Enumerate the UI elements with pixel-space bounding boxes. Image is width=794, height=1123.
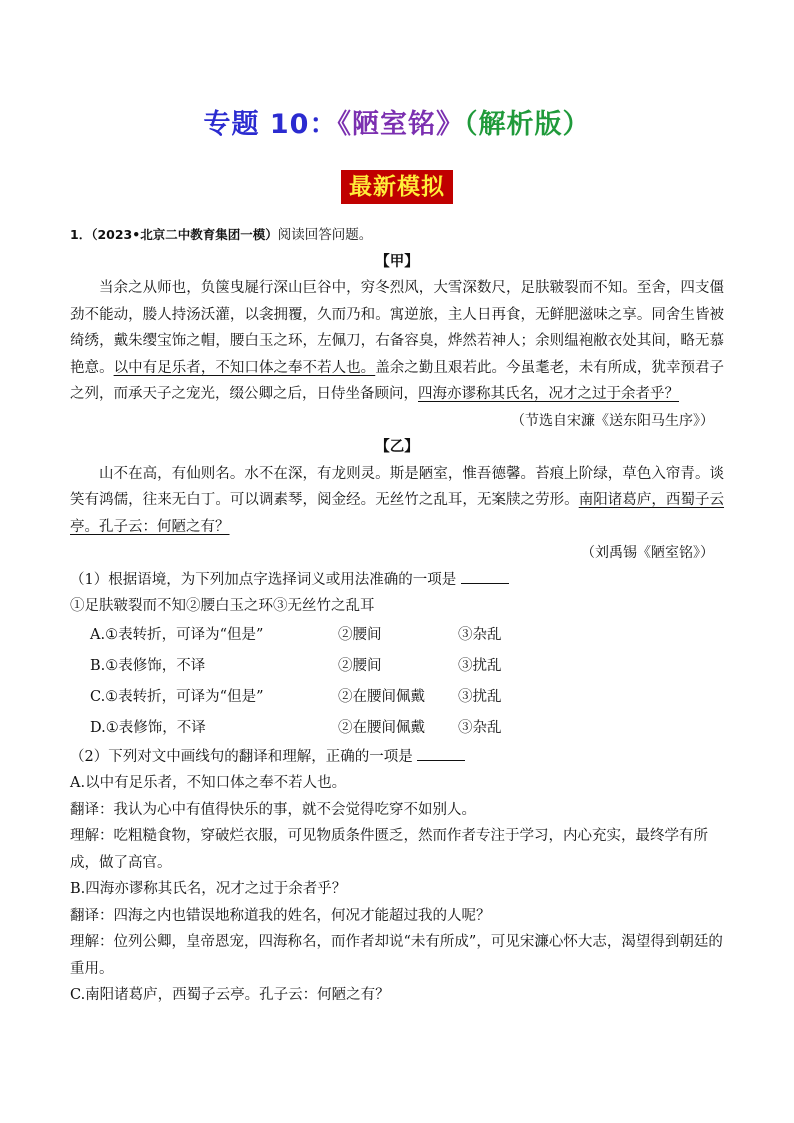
choice-b-translation: 翻译：四海之内也错误地称道我的姓名，何况才能超过我的人呢？: [70, 907, 491, 924]
option-d-part1: D.①表修饰，不译: [90, 719, 206, 736]
option-d-part3: ③杂乱: [458, 719, 502, 736]
answer-blank[interactable]: [417, 746, 465, 761]
sub-question-1-items: ①足肤皲裂而不知②腰白玉之环③无丝竹之乱耳: [70, 598, 375, 614]
option-b-part3: ③扰乱: [458, 657, 502, 674]
option-row-b[interactable]: [70, 651, 724, 682]
passage-yi-source: （刘禹锡《陋室铭》）: [581, 545, 714, 561]
sub-question-1-stem: （1）根据语境，为下列加点字选择词义或用法准确的一项是: [70, 567, 724, 594]
option-d-part2: ②在腰间佩戴: [338, 719, 425, 736]
option-row-a[interactable]: [70, 620, 724, 651]
choice-c-sentence: C.南阳诸葛庐，西蜀子云亭。孔子云：何陋之有？: [70, 987, 390, 1003]
option-c-part2: ②在腰间佩戴: [338, 688, 425, 705]
question-instruction: 阅读回答问题。: [277, 227, 373, 243]
passage-jia-label: 【甲】: [375, 252, 419, 270]
question-1-header: [70, 222, 724, 249]
option-c-part1: C.①表转折，可译为“但是”: [90, 688, 264, 705]
passage-yi-text-a: 山不在高，有仙则名。水不在深，有龙则灵。斯是陋室，惟吾德馨。苔痕上阶绿，草色入帘青。谈笑有鸿儒，往来无白丁。可以调素琴，阅金经。无丝竹之乱耳，无案牍之劳形。: [70, 465, 724, 508]
choice-a-translation: 翻译：我认为心中有值得快乐的事，就不会觉得吃穿不如别人。: [70, 801, 476, 818]
option-row-d[interactable]: [70, 713, 724, 744]
question-body: [70, 222, 724, 1009]
question-number: 1．: [70, 227, 92, 242]
option-b-part1: B.①表修饰，不译: [90, 657, 206, 674]
option-a-part1: A.①表转折，可译为“但是”: [90, 626, 264, 643]
passage-yi-underline: 南阳诸葛庐，西蜀子云亭。孔子云：何陋之有？: [70, 492, 725, 535]
answer-blank[interactable]: [461, 569, 509, 584]
choice-b-sentence: B.四海亦谬称其氏名，况才之过于余者乎？: [70, 881, 347, 897]
choice-a-sentence: A.以中有足乐者，不知口体之奉不若人也。: [70, 775, 347, 791]
option-c-part3: ③扰乱: [458, 688, 502, 705]
passage-jia-text: [70, 275, 724, 408]
sub-question-2-stem: （2）下列对文中画线句的翻译和理解，正确的一项是: [70, 744, 724, 771]
passage-jia-text-b: 盖余之勤且艰若此。今虽耄老，未有所成，犹幸预君子之列，而承天子之宠光，缀公卿之后，日侍坐备顾问，: [70, 359, 725, 402]
page-title: [0, 102, 794, 141]
passage-jia-underline-1: 以中有足乐者，不知口体之奉不若人也。: [113, 359, 376, 376]
title-work: 《陋室铭》: [337, 109, 464, 140]
passage-yi-label: 【乙】: [375, 438, 419, 455]
option-a-part2: ②腰间: [338, 626, 382, 643]
section-badge: 最新模拟: [341, 170, 453, 204]
passage-jia-underline-2: 四海亦谬称其氏名，况才之过于余者乎？: [418, 386, 679, 402]
title-topic: 专题 10：: [203, 109, 338, 140]
option-row-c[interactable]: [70, 682, 724, 713]
choice-b-understanding: 理解：位列公卿，皇帝恩宠，四海称名，而作者却说“未有所成”，可见宋濂心怀大志，渴望得到朝廷的重用。: [70, 934, 723, 977]
question-source-tag: （2023•北京二中教育集团一模）: [91, 227, 278, 242]
option-a-part3: ③杂乱: [458, 626, 502, 643]
choice-a-understanding: 理解：吃粗糙食物，穿破烂衣服，可见物质条件匮乏，然而作者专注于学习，内心充实，最终学有所成，做了高官。: [70, 828, 708, 871]
passage-jia-text-a: 当余之从师也，负箧曳屣行深山巨谷中，穷冬烈风，大雪深数尺，足肤皲裂而不知。至舍，四支僵劲不能动，媵人持汤沃灌，以衾拥覆，久而乃和。寓逆旅，主人日再食，无鲜肥滋味之享。同舍生皆被绮绣，戴朱缨宝饰之帽，腰白玉之环，左佩刀，右备容臭，烨然若神人；余则缊袍敝衣处其间，略无慕艳意。: [70, 280, 724, 376]
title-edition: （解析版）: [463, 109, 591, 140]
option-b-part2: ②腰间: [338, 657, 382, 674]
passage-yi-text: [70, 461, 724, 541]
passage-jia-source: （节选自宋濂《送东阳马生序》）: [511, 412, 714, 429]
